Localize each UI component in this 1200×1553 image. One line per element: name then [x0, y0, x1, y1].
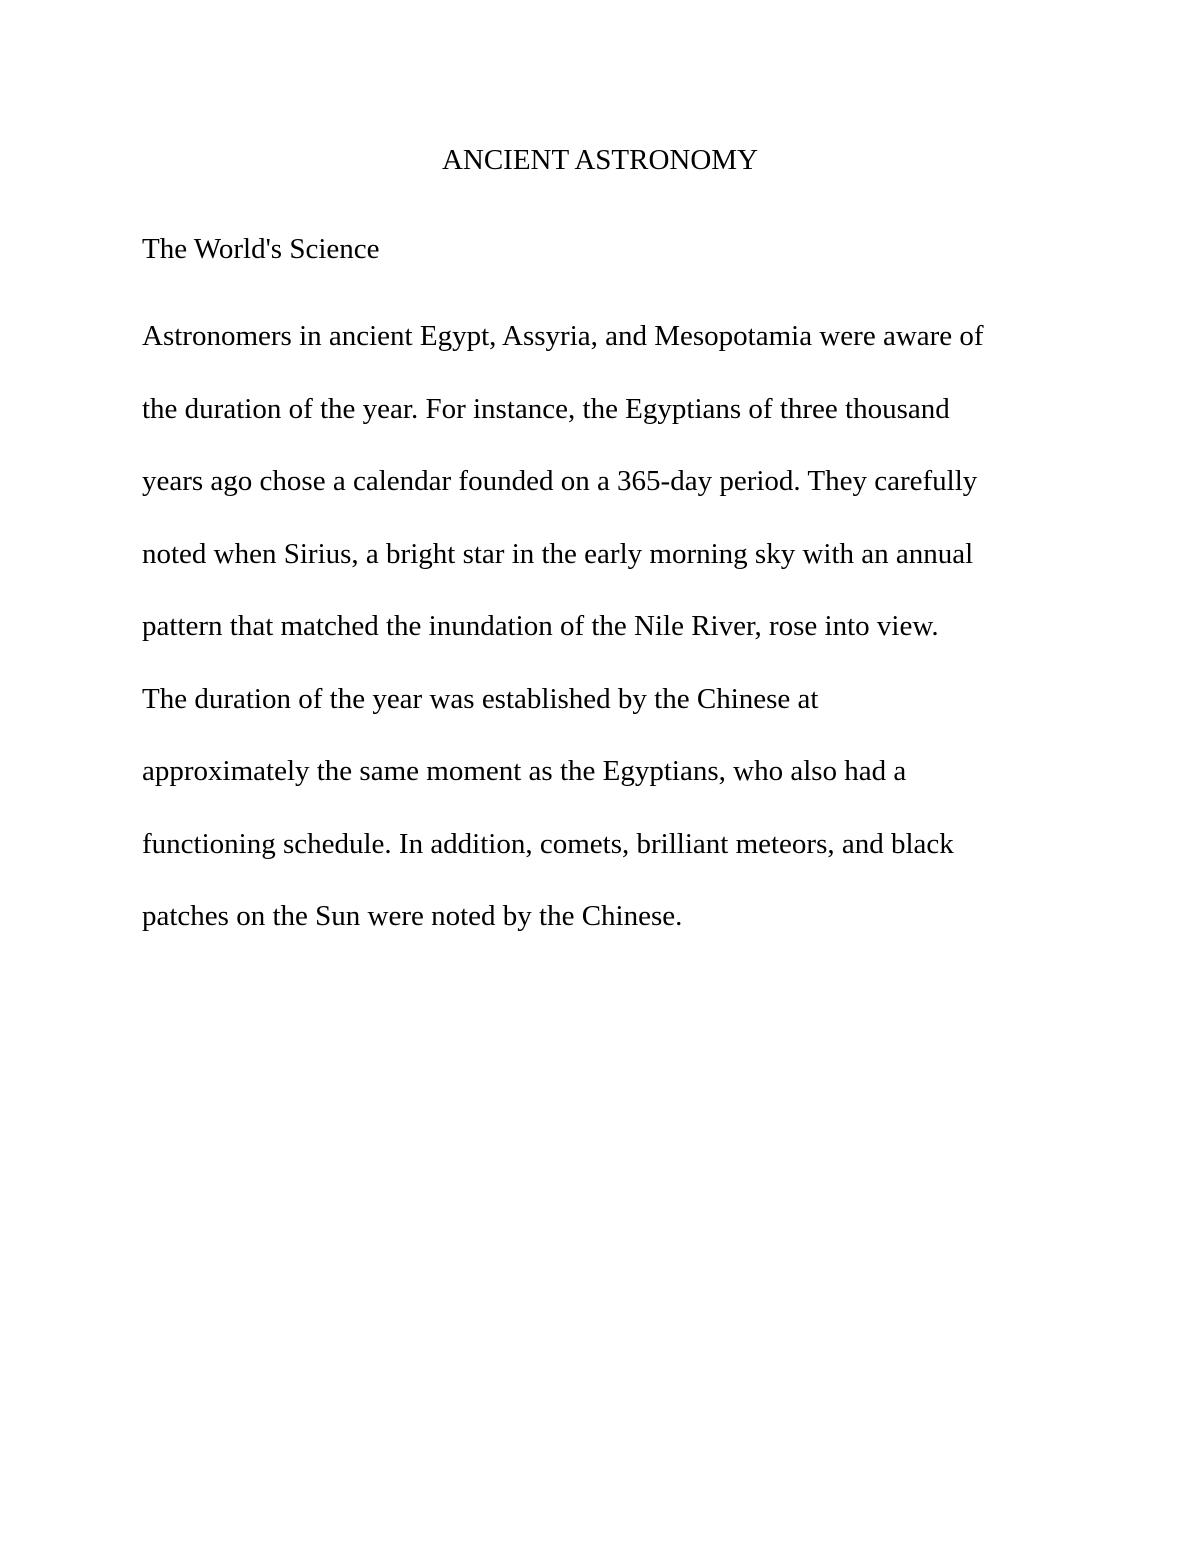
- paragraph-line: years ago chose a calendar founded on a 365-day period. They carefully: [142, 465, 978, 497]
- paragraph-line: Astronomers in ancient Egypt, Assyria, and Mesopotamia were aware of: [142, 320, 984, 352]
- paragraph-line: approximately the same moment as the Egyptians, who also had a: [142, 755, 907, 787]
- paragraph-line: the duration of the year. For instance, the Egyptians of three thousand: [142, 392, 950, 425]
- paragraph-line: pattern that matched the inundation of the Nile River, rose into view.: [142, 610, 939, 642]
- paragraph-line: functioning schedule. In addition, comets, brilliant meteors, and black: [142, 827, 954, 860]
- paragraph-line: patches on the Sun were noted by the Chinese.: [142, 900, 683, 932]
- section-heading: The World's Science: [142, 233, 380, 265]
- body-paragraph: [142, 318, 1082, 971]
- document-title: ANCIENT ASTRONOMY: [441, 144, 759, 176]
- paragraph-line: The duration of the year was established by the Chinese at: [142, 682, 819, 715]
- paragraph-line: noted when Sirius, a bright star in the early morning sky with an annual: [142, 537, 974, 570]
